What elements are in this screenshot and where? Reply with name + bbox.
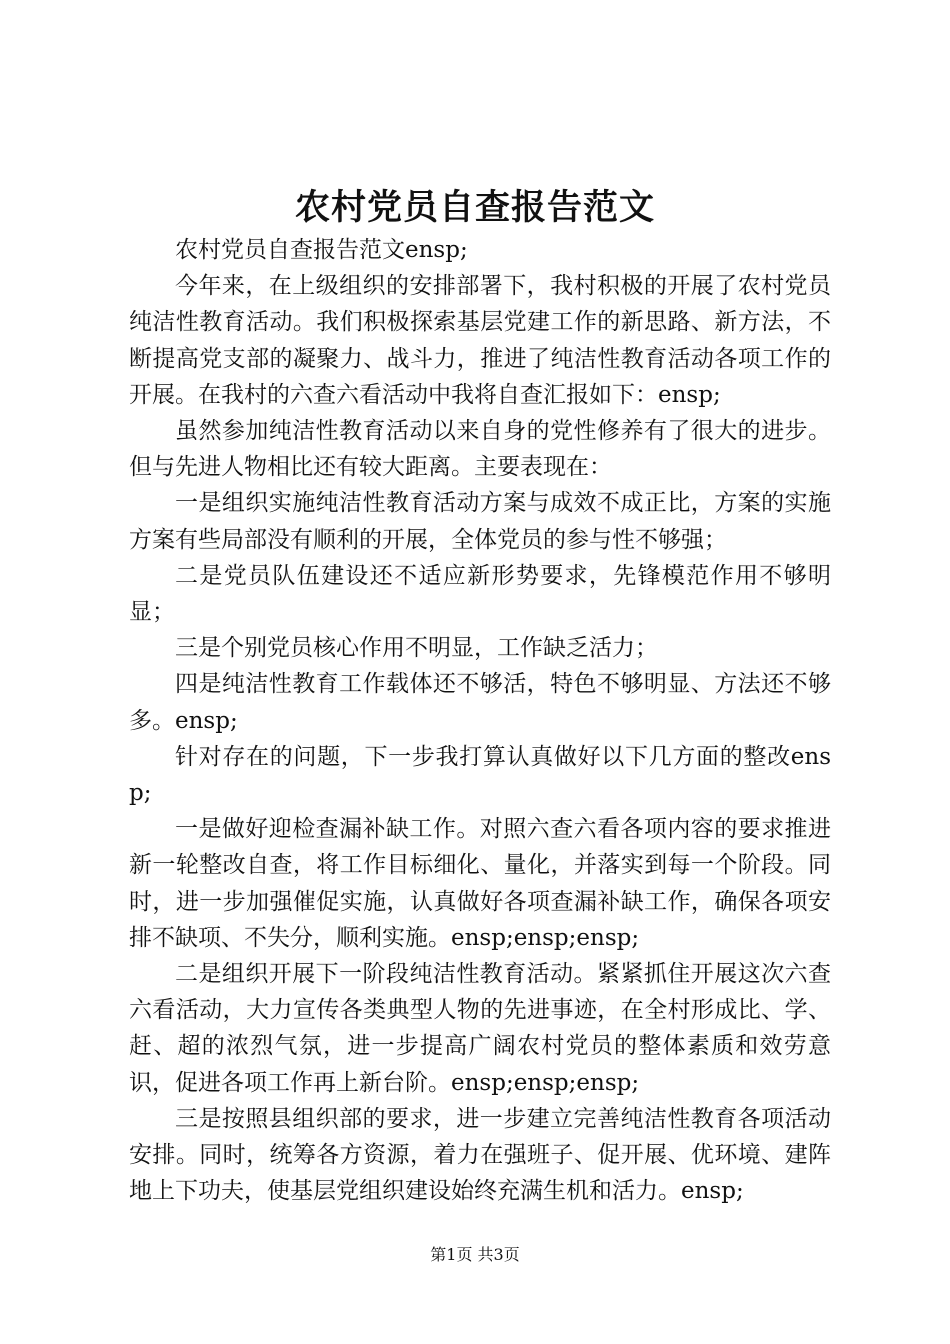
paragraph-issue-4: 四是纯洁性教育工作载体还不够活，特色不够明显、方法还不够多。ensp; [129, 671, 831, 734]
paragraph-issue-2: 二是党员队伍建设还不适应新形势要求，先锋模范作用不够明显； [129, 562, 831, 626]
paragraph-measure-2: 二是组织开展下一阶段纯洁性教育活动。紧紧抓住开展这次六查六看活动，大力宣传各类典型人物的先进事迹，在全村形成比、学、赶、超的浓烈气氛，进一步提高广阔农村党员的整体素质和效劳意识，促进各项工作再上新台阶。ensp;ensp;ensp; [129, 961, 831, 1096]
document-title: 农村党员自查报告范文 [294, 187, 655, 228]
paragraph-summary: 虽然参加纯洁性教育活动以来自身的党性修养有了很大的进步。但与先进人物相比还有较大距离。主要表现在： [129, 418, 831, 481]
page-footer: 第1页 共3页 [430, 1245, 520, 1264]
paragraph-issue-1: 一是组织实施纯洁性教育活动方案与成效不成正比，方案的实施方案有些局部没有顺利的开展，全体党员的参与性不够强； [129, 490, 831, 553]
document-body [129, 232, 831, 1209]
paragraph-issue-3: 三是个别党员核心作用不明显，工作缺乏活力； [175, 635, 658, 662]
paragraph-measure-3: 三是按照县组织部的要求，进一步建立完善纯洁性教育各项活动安排。同时，统筹各方资源，着力在强班子、促开展、优环境、建阵地上下功夫，使基层党组织建设始终充满生机和活力。ensp; [129, 1105, 831, 1205]
paragraph-intro: 今年来，在上级组织的安排部署下，我村积极的开展了农村党员纯洁性教育活动。我们积极探索基层党建工作的新思路、新方法，不断提高党支部的凝聚力、战斗力，推进了纯洁性教育活动各项工作的开展。在我村的六查六看活动中我将自查汇报如下：ensp; [129, 273, 831, 408]
paragraph-rectification-intro: 针对存在的问题，下一步我打算认真做好以下几方面的整改ensp; [129, 743, 831, 807]
paragraph-measure-1: 一是做好迎检查漏补缺工作。对照六查六看各项内容的要求推进新一轮整改自查，将工作目标细化、量化，并落实到每一个阶段。同时，进一步加强催促实施，认真做好各项查漏补缺工作，确保各项安排不缺项、不失分，顺利实施。ensp;ensp;ensp; [129, 816, 831, 951]
paragraph-heading-repeat: 农村党员自查报告范文ensp; [175, 237, 468, 263]
